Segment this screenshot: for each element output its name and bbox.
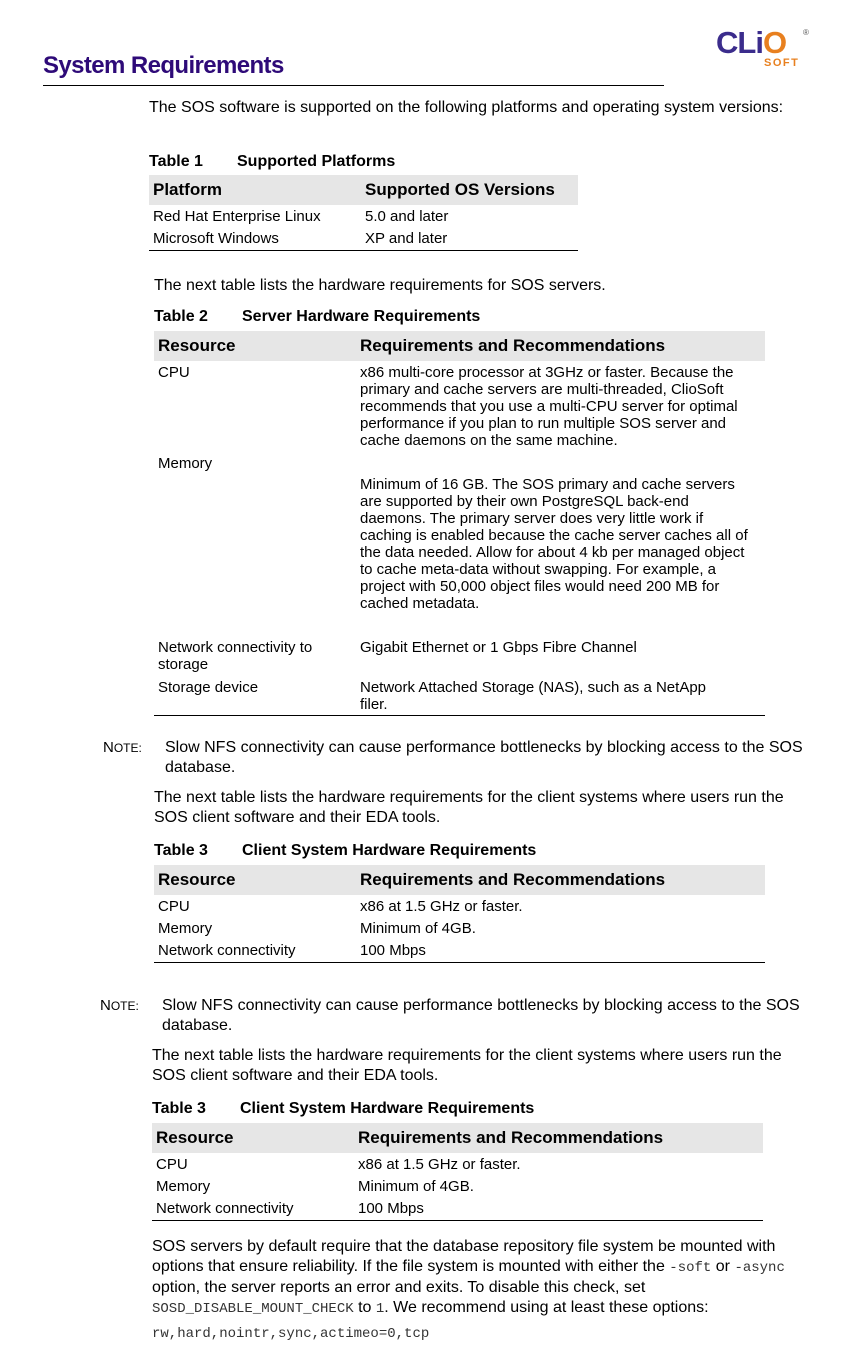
code-env-var: SOSD_DISABLE_MOUNT_CHECK [152, 1301, 354, 1317]
table-header-row [154, 331, 765, 361]
table1-caption [149, 153, 395, 171]
table-row [152, 1173, 763, 1195]
code-value: 1 [375, 1301, 385, 1317]
table-cell: 100 Mbps [356, 937, 765, 963]
table-row [154, 635, 765, 677]
column-header: Requirements and Recommendations [356, 331, 765, 361]
code-soft: -soft [669, 1260, 712, 1276]
table-cell: Memory [156, 1178, 211, 1195]
table3-caption [154, 842, 536, 860]
table-row [149, 205, 578, 225]
table-cell: x86 multi-core processor at 3GHz or faster. Because the primary and cache servers are multi-threaded, ClioSoft recommends that you use a multi-CPU server for optimal performance if you plan to run multiple SOS server and cache daemons on the same machine. [360, 364, 738, 449]
table2-number: Table 2 [154, 308, 208, 325]
table1-title: Supported Platforms [237, 153, 396, 170]
table-cell: Gigabit Ethernet or 1 Gbps Fibre Channel [360, 639, 637, 656]
note-text: Slow NFS connectivity can cause performance bottlenecks by blocking access to the SOS database. [165, 739, 803, 776]
table-cell: 5.0 and later [365, 208, 449, 225]
logo-wordmark [716, 26, 786, 60]
table3-title: Client System Hardware Requirements [242, 842, 537, 859]
note-label-initial: N [103, 739, 114, 756]
table3-number: Table 3 [152, 1100, 206, 1117]
table-cell: Storage device [154, 677, 356, 716]
logo-text: CLi [716, 25, 763, 60]
note-label [103, 739, 142, 756]
table-header-row [154, 865, 765, 895]
table-cell: Minimum of 4GB. [358, 1178, 474, 1195]
column-header: Resource [154, 331, 356, 361]
supported-platforms-table [149, 175, 578, 251]
note-label-rest: OTE: [110, 999, 139, 1013]
table-cell: Network Attached Storage (NAS), such as a NetApp filer. [356, 677, 765, 716]
table-cell: CPU [158, 898, 190, 915]
table-row [154, 677, 765, 716]
text-span: SOS servers by default require that the database repository file system be mounted with options that ensure reliability. If the file system is mounted with either the [152, 1238, 776, 1275]
table-cell: Minimum of 16 GB. The SOS primary and cache servers are supported by their own PostgreSQL back-end daemons. The primary server does very little work if caching is enabled because the cache server caches all of the data needed. Allow for about 4 kb per managed object to cache meta-data without swapping. For example, a project with 50,000 object files would need 200 MB for cached metadata. [360, 476, 748, 612]
table-row [154, 937, 765, 963]
registered-mark: ® [803, 28, 809, 37]
table-row [154, 915, 765, 937]
table-cell: Memory [158, 920, 213, 937]
column-header: Supported OS Versions [361, 175, 578, 205]
table1-number: Table 1 [149, 153, 203, 170]
table3-number: Table 3 [154, 842, 208, 859]
server-intro-paragraph: The next table lists the hardware requirements for SOS servers. [154, 277, 606, 294]
table-cell: x86 at 1.5 GHz or faster. [358, 1156, 521, 1173]
table-cell: Network connectivity [154, 937, 356, 963]
column-header: Requirements and Recommendations [354, 1123, 763, 1153]
logo-subtext: SOFT [764, 57, 800, 69]
table-row [154, 361, 765, 452]
note-label-rest: OTE: [113, 741, 142, 755]
table-cell: XP and later [361, 225, 578, 251]
text-span: or [711, 1258, 735, 1275]
client-intro-paragraph: The next table lists the hardware requirements for the client systems where users run the SOS client software and their EDA tools. [152, 1047, 782, 1084]
table-cell: x86 at 1.5 GHz or faster. [360, 898, 523, 915]
table-cell: 100 Mbps [354, 1195, 763, 1221]
text-span: . We recommend using at least these options: [384, 1299, 709, 1316]
text-span: to [353, 1299, 376, 1316]
intro-paragraph: The SOS software is supported on the following platforms and operating system versions: [149, 99, 784, 116]
table-cell: Microsoft Windows [149, 225, 361, 251]
table-cell: Network connectivity to storage [158, 639, 313, 673]
table-cell: Red Hat Enterprise Linux [153, 208, 321, 225]
table-row [154, 452, 765, 635]
note-label-initial: N [100, 997, 111, 1014]
text-span: option, the server reports an error and exits. To disable this check, set [152, 1279, 646, 1296]
column-header: Requirements and Recommendations [356, 865, 765, 895]
table-cell: CPU [158, 364, 190, 381]
title-divider [43, 85, 664, 86]
page-title: System Requirements [43, 52, 284, 79]
column-header: Resource [154, 865, 356, 895]
column-header: Resource [152, 1123, 354, 1153]
table-row [152, 1153, 763, 1173]
logo-o-icon: O [762, 25, 787, 60]
table-header-row [149, 175, 578, 205]
table2-title: Server Hardware Requirements [242, 308, 481, 325]
table2-caption [154, 308, 480, 326]
cliosoft-logo [716, 26, 812, 72]
table-cell: Memory [158, 455, 213, 472]
column-header: Platform [149, 175, 361, 205]
client-intro-paragraph: The next table lists the hardware requirements for the client systems where users run the SOS client software and their EDA tools. [154, 789, 784, 826]
code-async: -async [734, 1260, 785, 1276]
table-row [149, 225, 578, 251]
note-label [100, 997, 139, 1014]
mount-options-paragraph [152, 1237, 812, 1319]
client-hardware-table [152, 1123, 763, 1221]
table3-caption [152, 1100, 534, 1118]
table-row [152, 1195, 763, 1221]
table3-title: Client System Hardware Requirements [240, 1100, 535, 1117]
table-row [154, 895, 765, 915]
table-cell: Network connectivity [152, 1195, 354, 1221]
table-cell: CPU [156, 1156, 188, 1173]
server-hardware-table [154, 331, 765, 716]
table-cell: Minimum of 4GB. [360, 920, 476, 937]
table-header-row [152, 1123, 763, 1153]
note-text: Slow NFS connectivity can cause performance bottlenecks by blocking access to the SOS database. [162, 997, 800, 1034]
client-hardware-table [154, 865, 765, 963]
mount-options-code: rw,hard,nointr,sync,actimeo=0,tcp [152, 1326, 430, 1342]
